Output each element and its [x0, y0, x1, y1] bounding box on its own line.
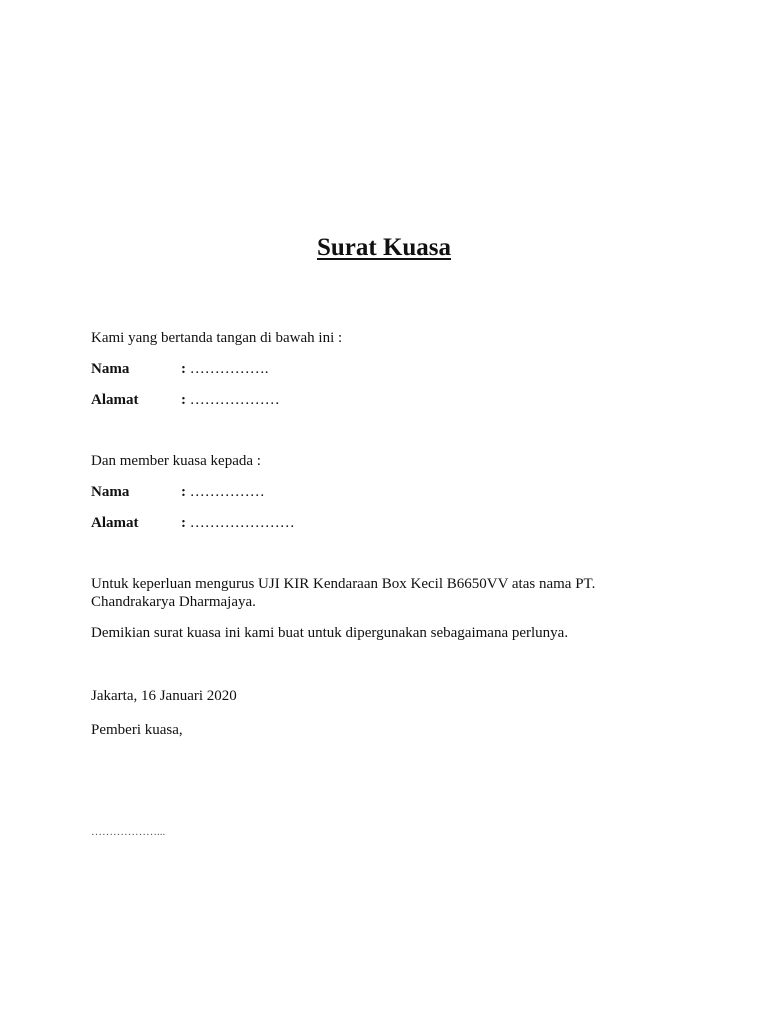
grantor-address-value: ……………… — [189, 392, 280, 408]
document-title: Surat Kuasa — [316, 234, 452, 261]
colon: : — [181, 361, 190, 377]
purpose-text-line1: Untuk keperluan mengurus UJI KIR Kendaraan Box Kecil B6650VV atas nama PT. — [91, 576, 596, 592]
grantor-name-label: Nama — [91, 361, 130, 377]
colon: : — [181, 484, 190, 500]
signer-label: Pemberi kuasa, — [91, 722, 183, 738]
grantee-name-value: …………… — [189, 484, 265, 500]
grantor-name-value: ……………. — [189, 361, 269, 377]
colon: : — [181, 392, 190, 408]
grantor-name-row — [91, 360, 269, 378]
grantee-name-label: Nama — [91, 484, 130, 500]
grantee-address-value: ………………… — [189, 515, 295, 531]
closing-text: Demikian surat kuasa ini kami buat untuk dipergunakan sebagaimana perlunya. — [91, 625, 569, 641]
place-date: Jakarta, 16 Januari 2020 — [91, 688, 237, 704]
intro-text: Kami yang bertanda tangan di bawah ini : — [91, 330, 343, 346]
grant-intro-text: Dan member kuasa kepada : — [91, 453, 261, 469]
colon: : — [181, 515, 190, 531]
grantee-name-row — [91, 483, 265, 501]
signature-line: ………………... — [91, 826, 166, 838]
purpose-text-line2: Chandrakarya Dharmajaya. — [91, 594, 256, 610]
grantor-address-row — [91, 391, 280, 409]
grantee-address-row — [91, 514, 295, 532]
grantee-address-label: Alamat — [91, 515, 139, 531]
grantor-address-label: Alamat — [91, 392, 139, 408]
